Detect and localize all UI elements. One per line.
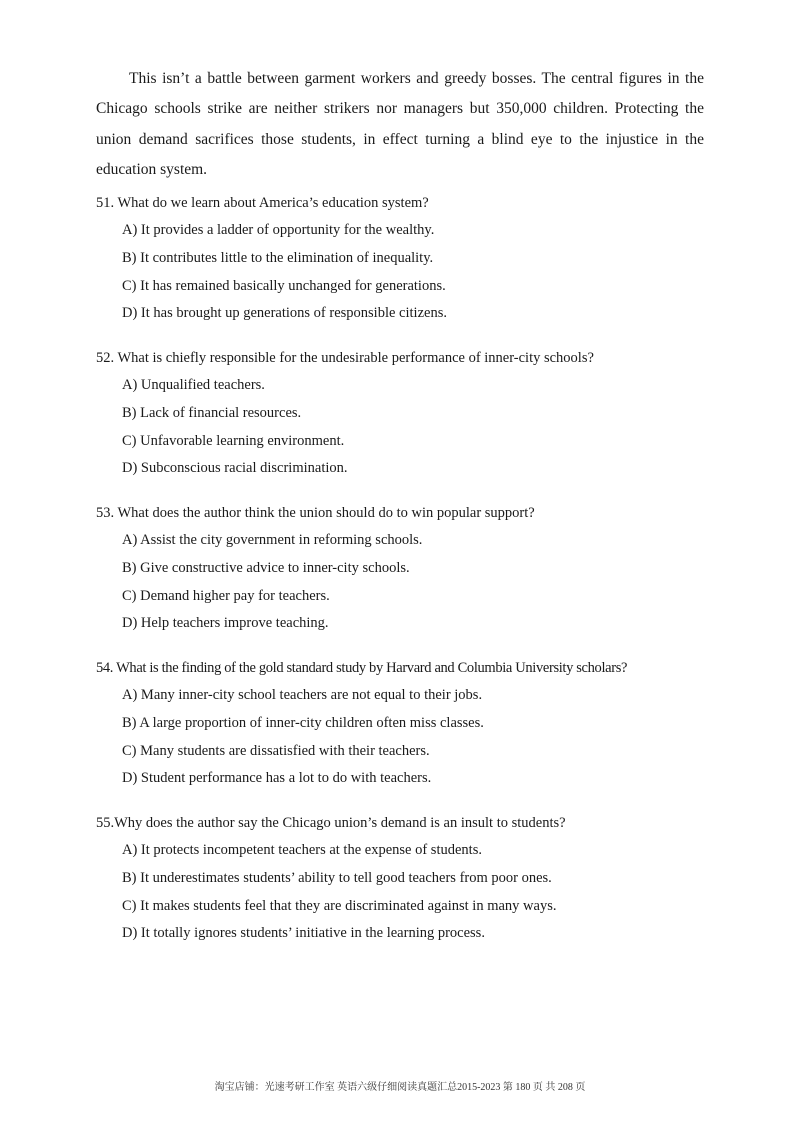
question-52	[96, 344, 736, 483]
option-d: D) Help teachers improve teaching.	[122, 615, 329, 632]
option-c: C) It has remained basically unchanged for generations.	[122, 277, 446, 294]
question-stem: 55.Why does the author say the Chicago union’s demand is an insult to students?	[96, 815, 566, 831]
option-b: B) Lack of financial resources.	[122, 404, 302, 421]
option-b: B) A large proportion of inner-city children often miss classes.	[122, 714, 484, 731]
option-a: A) It protects incompetent teachers at the expense of students.	[122, 842, 482, 858]
option-a: A) Unqualified teachers.	[122, 377, 265, 393]
option-c: C) Unfavorable learning environment.	[122, 432, 345, 449]
option-c: C) Demand higher pay for teachers.	[122, 587, 330, 604]
option-b: B) It contributes little to the elimination of inequality.	[122, 249, 434, 266]
passage-paragraph: This isn’t a battle between garment workers and greedy bosses. The central figures in the Chicago schools strike are neither strikers nor managers but 350,000 children. Protecting the union demand sacrifices those students, in effect turning a blind eye to the injustice in the education system.	[96, 69, 704, 178]
question-55	[96, 809, 736, 948]
question-stem: 52. What is chiefly responsible for the undesirable performance of inner-city schools?	[96, 350, 594, 366]
option-d: D) It totally ignores students’ initiative in the learning process.	[122, 925, 485, 942]
option-b: B) It underestimates students’ ability to tell good teachers from poor ones.	[122, 869, 552, 886]
question-51	[96, 189, 736, 328]
option-c: C) Many students are dissatisfied with their teachers.	[122, 742, 430, 759]
option-b: B) Give constructive advice to inner-city schools.	[122, 559, 410, 576]
page-footer: 淘宝店铺：光速考研工作室 英语六级仔细阅读真题汇总2015-2023 第 180 页 共 208 页	[214, 1082, 586, 1093]
question-stem: 53. What does the author think the union should do to win popular support?	[96, 505, 535, 521]
question-stem: 54. What is the finding of the gold standard study by Harvard and Columbia University scholars?	[96, 660, 628, 676]
option-d: D) Subconscious racial discrimination.	[122, 460, 348, 477]
option-d: D) Student performance has a lot to do with teachers.	[122, 770, 432, 787]
question-54	[96, 654, 736, 793]
question-53	[96, 499, 736, 638]
option-a: A) Assist the city government in reforming schools.	[122, 532, 423, 548]
option-d: D) It has brought up generations of responsible citizens.	[122, 305, 447, 322]
question-stem: 51. What do we learn about America’s education system?	[96, 195, 429, 211]
option-c: C) It makes students feel that they are discriminated against in many ways.	[122, 897, 557, 914]
option-a: A) It provides a ladder of opportunity for the wealthy.	[122, 222, 435, 238]
option-a: A) Many inner-city school teachers are not equal to their jobs.	[122, 687, 483, 703]
